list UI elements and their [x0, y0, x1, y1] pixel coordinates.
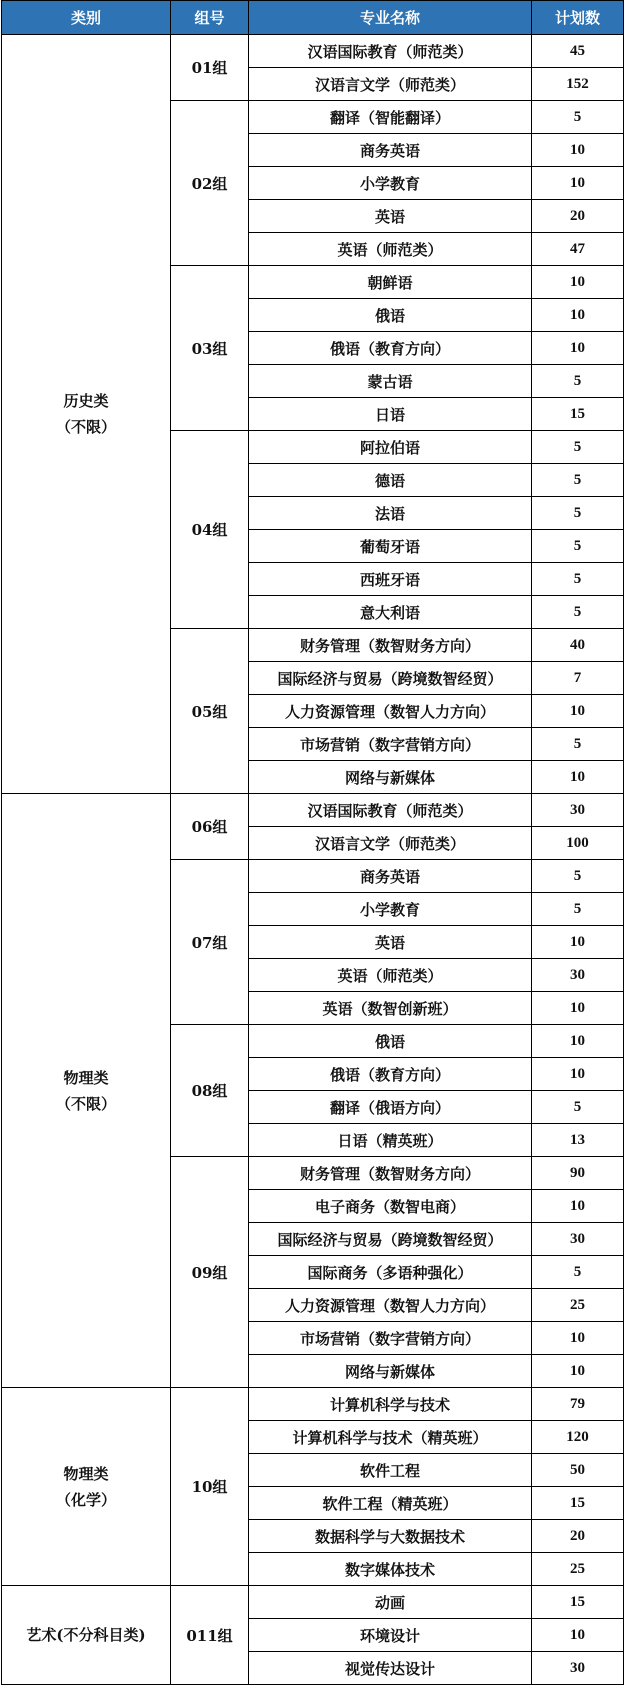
quota-cell: 10: [532, 1058, 624, 1091]
major-name-cell: 日语（精英班）: [249, 1124, 532, 1157]
group-code-cell: 011组: [171, 1586, 249, 1685]
major-name-cell: 汉语国际教育（师范类）: [249, 35, 532, 68]
quota-cell: 47: [532, 233, 624, 266]
major-name-cell: 数字媒体技术: [249, 1553, 532, 1586]
quota-cell: 10: [532, 1355, 624, 1388]
quota-cell: 10: [532, 1025, 624, 1058]
quota-cell: 120: [532, 1421, 624, 1454]
major-name-cell: 数据科学与大数据技术: [249, 1520, 532, 1553]
major-name-cell: 英语: [249, 926, 532, 959]
group-code-cell: 01组: [171, 35, 249, 101]
major-name-cell: 人力资源管理（数智人力方向）: [249, 695, 532, 728]
quota-cell: 5: [532, 1091, 624, 1124]
quota-cell: 25: [532, 1553, 624, 1586]
quota-cell: 10: [532, 167, 624, 200]
header-group: 组号: [171, 1, 249, 35]
quota-cell: 10: [532, 1190, 624, 1223]
major-name-cell: 环境设计: [249, 1619, 532, 1652]
quota-cell: 5: [532, 596, 624, 629]
quota-cell: 79: [532, 1388, 624, 1421]
quota-cell: 152: [532, 68, 624, 101]
header-category: 类别: [2, 1, 171, 35]
table-header-row: [2, 1, 624, 35]
major-name-cell: 翻译（俄语方向）: [249, 1091, 532, 1124]
major-name-cell: 商务英语: [249, 134, 532, 167]
major-name-cell: 蒙古语: [249, 365, 532, 398]
quota-cell: 10: [532, 926, 624, 959]
group-code-cell: 06组: [171, 794, 249, 860]
major-name-cell: 小学教育: [249, 167, 532, 200]
major-name-cell: 英语（数智创新班）: [249, 992, 532, 1025]
quota-cell: 30: [532, 1223, 624, 1256]
quota-cell: 5: [532, 728, 624, 761]
enrollment-plan-table: [1, 0, 624, 1685]
quota-cell: 20: [532, 1520, 624, 1553]
major-name-cell: 商务英语: [249, 860, 532, 893]
major-name-cell: 市场营销（数字营销方向）: [249, 1322, 532, 1355]
category-name: 物理类: [63, 1068, 109, 1087]
quota-cell: 20: [532, 200, 624, 233]
quota-cell: 5: [532, 497, 624, 530]
quota-cell: 30: [532, 1652, 624, 1685]
major-name-cell: 软件工程（精英班）: [249, 1487, 532, 1520]
major-name-cell: 视觉传达设计: [249, 1652, 532, 1685]
major-name-cell: 动画: [249, 1586, 532, 1619]
quota-cell: 15: [532, 1487, 624, 1520]
category-subject-requirement: （不限）: [55, 1094, 116, 1113]
major-name-cell: 小学教育: [249, 893, 532, 926]
quota-cell: 100: [532, 827, 624, 860]
major-name-cell: 网络与新媒体: [249, 1355, 532, 1388]
quota-cell: 10: [532, 134, 624, 167]
major-name-cell: 俄语（教育方向）: [249, 332, 532, 365]
major-name-cell: 日语: [249, 398, 532, 431]
quota-cell: 30: [532, 794, 624, 827]
quota-cell: 10: [532, 695, 624, 728]
quota-cell: 5: [532, 893, 624, 926]
table-body: [2, 35, 624, 1685]
quota-cell: 45: [532, 35, 624, 68]
quota-cell: 15: [532, 398, 624, 431]
table-row: [2, 35, 624, 68]
category-subject-requirement: （不限）: [55, 418, 116, 436]
major-name-cell: 汉语国际教育（师范类）: [249, 794, 532, 827]
quota-cell: 13: [532, 1124, 624, 1157]
quota-cell: 10: [532, 992, 624, 1025]
quota-cell: 5: [532, 464, 624, 497]
quota-cell: 5: [532, 563, 624, 596]
major-name-cell: 朝鲜语: [249, 266, 532, 299]
quota-cell: 25: [532, 1289, 624, 1322]
group-code-cell: 05组: [171, 629, 249, 794]
major-name-cell: 汉语言文学（师范类）: [249, 68, 532, 101]
quota-cell: 5: [532, 101, 624, 134]
quota-cell: 5: [532, 860, 624, 893]
table-row: [2, 794, 624, 827]
major-name-cell: 英语（师范类）: [249, 959, 532, 992]
quota-cell: 5: [532, 365, 624, 398]
major-name-cell: 法语: [249, 497, 532, 530]
table-row: [2, 1586, 624, 1619]
header-quota: 计划数: [532, 1, 624, 35]
quota-cell: 7: [532, 662, 624, 695]
major-name-cell: 财务管理（数智财务方向）: [249, 1157, 532, 1190]
major-name-cell: 计算机科学与技术（精英班）: [249, 1421, 532, 1454]
category-subject-requirement: （化学）: [55, 1490, 116, 1509]
group-code-cell: 10组: [171, 1388, 249, 1586]
group-code-cell: 02组: [171, 101, 249, 266]
category-cell: [2, 794, 171, 1388]
group-code-cell: 04组: [171, 431, 249, 629]
major-name-cell: 软件工程: [249, 1454, 532, 1487]
major-name-cell: 阿拉伯语: [249, 431, 532, 464]
major-name-cell: 计算机科学与技术: [249, 1388, 532, 1421]
category-name: 历史类: [63, 392, 109, 410]
quota-cell: 10: [532, 1619, 624, 1652]
major-name-cell: 网络与新媒体: [249, 761, 532, 794]
quota-cell: 30: [532, 959, 624, 992]
major-name-cell: 英语: [249, 200, 532, 233]
header-major: 专业名称: [249, 1, 532, 35]
major-name-cell: 英语（师范类）: [249, 233, 532, 266]
major-name-cell: 汉语言文学（师范类）: [249, 827, 532, 860]
quota-cell: 15: [532, 1586, 624, 1619]
category-name: 艺术(不分科目类): [26, 1626, 146, 1644]
category-name: 物理类: [63, 1464, 109, 1483]
major-name-cell: 德语: [249, 464, 532, 497]
table-row: [2, 1388, 624, 1421]
quota-cell: 10: [532, 266, 624, 299]
major-name-cell: 国际经济与贸易（跨境数智经贸）: [249, 662, 532, 695]
major-name-cell: 意大利语: [249, 596, 532, 629]
quota-cell: 5: [532, 431, 624, 464]
quota-cell: 10: [532, 299, 624, 332]
major-name-cell: 国际商务（多语种强化）: [249, 1256, 532, 1289]
group-code-cell: 09组: [171, 1157, 249, 1388]
major-name-cell: 俄语（教育方向）: [249, 1058, 532, 1091]
category-cell: [2, 1388, 171, 1586]
category-cell: [2, 35, 171, 794]
quota-cell: 10: [532, 761, 624, 794]
quota-cell: 10: [532, 332, 624, 365]
major-name-cell: 人力资源管理（数智人力方向）: [249, 1289, 532, 1322]
major-name-cell: 翻译（智能翻译）: [249, 101, 532, 134]
quota-cell: 50: [532, 1454, 624, 1487]
group-code-cell: 08组: [171, 1025, 249, 1157]
major-name-cell: 电子商务（数智电商）: [249, 1190, 532, 1223]
quota-cell: 10: [532, 1322, 624, 1355]
major-name-cell: 俄语: [249, 299, 532, 332]
quota-cell: 5: [532, 530, 624, 563]
quota-cell: 5: [532, 1256, 624, 1289]
major-name-cell: 葡萄牙语: [249, 530, 532, 563]
major-name-cell: 俄语: [249, 1025, 532, 1058]
category-cell: [2, 1586, 171, 1685]
major-name-cell: 西班牙语: [249, 563, 532, 596]
quota-cell: 90: [532, 1157, 624, 1190]
major-name-cell: 财务管理（数智财务方向）: [249, 629, 532, 662]
major-name-cell: 市场营销（数字营销方向）: [249, 728, 532, 761]
major-name-cell: 国际经济与贸易（跨境数智经贸）: [249, 1223, 532, 1256]
group-code-cell: 03组: [171, 266, 249, 431]
group-code-cell: 07组: [171, 860, 249, 1025]
quota-cell: 40: [532, 629, 624, 662]
